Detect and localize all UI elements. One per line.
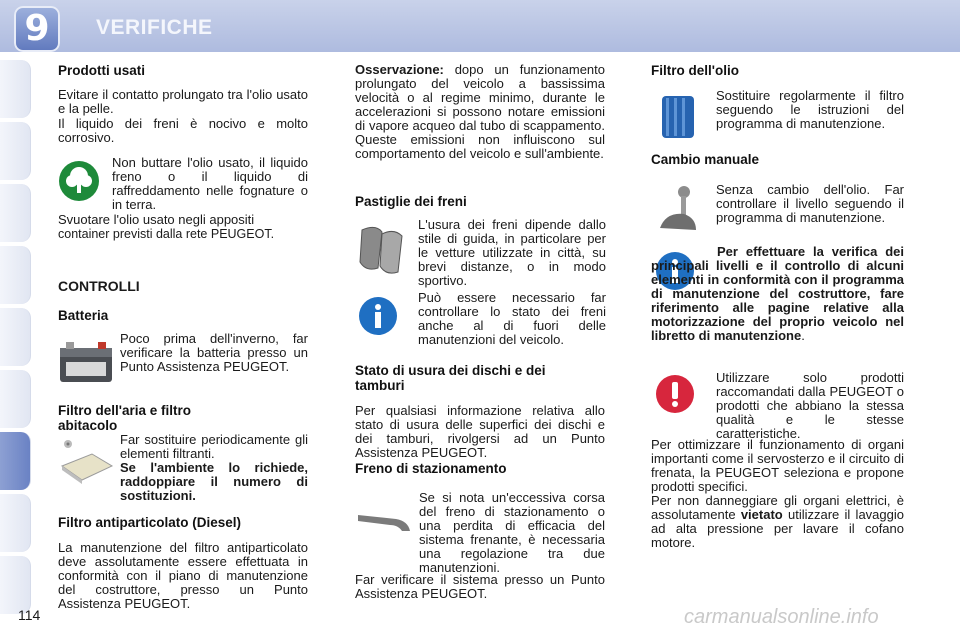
brake-pads-heading: Pastiglie dei freni — [355, 194, 467, 209]
dpf-text: La manutenzione del filtro antiparticolato deve assolutamente essere effettuata in conformità con il piano di manutenzione del costruttore, presso un Punto Assistenza PEUGEOT. — [58, 540, 308, 611]
chapter-number: 9 — [24, 8, 50, 49]
air-filter-bold-note: Se l'ambiente lo richiede, raddoppiare il numero di sostituzioni. — [120, 460, 308, 503]
discs-text: Per qualsiasi informazione relativa allo stato di usura delle superfici dei dischi e dei tamburi, rivolgersi ad un Punto Assistenza PEUGEOT. — [355, 403, 605, 460]
discs-heading: Stato di usura dei dischi e dei tamburi — [355, 363, 546, 393]
chapter-badge — [14, 6, 60, 52]
air-filter-icon — [58, 436, 114, 488]
manual-gearbox-heading: Cambio manuale — [651, 152, 760, 167]
maintenance-info: Per effettuare la verifica dei principali livelli e il controllo di alcuni elementi in conformità con il programma di manutenzione del costruttore, fare riferimento alle pagine relative alla motorizzazione del proprio veicolo nel libretto di manutenzione. — [651, 244, 904, 343]
oil-filter-text: Sostituire regolarmente il filtro seguendo le istruzioni del programma di manutenzione. — [716, 88, 904, 131]
chapter-tab-6[interactable] — [0, 370, 31, 428]
used-products-text-3: Svuotare l'olio usato negli appositi — [58, 212, 255, 227]
used-products-text-2: Il liquido dei freni è nocivo e molto corrosivo. — [58, 116, 308, 145]
brake-pads-icon — [356, 222, 406, 276]
used-products-heading: Prodotti usati — [58, 63, 145, 78]
chapter-tabs — [0, 52, 30, 640]
controls-heading: CONTROLLI — [58, 278, 140, 294]
used-products-note: Non buttare l'olio usato, il liquido freno o il liquido di raffreddamento nelle fognature o in terra. — [112, 155, 308, 212]
used-products-text-3b: container previsti dalla rete PEUGEOT. — [58, 227, 275, 241]
info-icon — [358, 296, 398, 336]
page-number: 114 — [18, 607, 41, 623]
air-filter-text: Far sostituire periodicamente gli elementi filtranti. — [120, 432, 308, 461]
oil-filter-icon — [658, 92, 698, 142]
brake-pads-info: Può essere necessario far controllare lo stato dei freni anche al di fuori delle manutenzioni del veicolo. — [418, 290, 606, 347]
high-pressure-warning: Per non danneggiare gli organi elettrici, è assolutamente vietato utilizzare il lavaggio ad alta pressione per lavare il cofano motore. — [651, 493, 904, 550]
chapter-tab-1[interactable] — [0, 60, 31, 118]
dpf-heading: Filtro antiparticolato (Diesel) — [58, 515, 242, 530]
recommended-products-warning: Utilizzare solo prodotti raccomandati dalla PEUGEOT o prodotti che abbiano la stessa qualità e le stesse caratteristiche. — [716, 370, 904, 441]
brake-pads-text: L'usura dei freni dipende dallo stile di guida, in particolare per le vetture utilizzate in città, su brevi distanze, o in modo sportivo. — [418, 217, 606, 288]
observation-text: dopo un funzionamento prolungato del veicolo a bassissima velocità o al regime minimo, durante le accelerazioni si possono notare emissioni di vapore acqueo dal tubo di scappamento. Queste emissioni non influiscono sul comportamento del veicolo e sull'ambiente. — [355, 62, 605, 161]
chapter-tab-7[interactable] — [0, 494, 31, 552]
observation-paragraph — [355, 63, 605, 161]
chapter-tab-3[interactable] — [0, 184, 31, 242]
observation-label: Osservazione: — [355, 62, 444, 77]
chapter-tab-8[interactable] — [0, 556, 31, 614]
warning-icon — [655, 374, 695, 414]
battery-heading: Batteria — [58, 308, 109, 323]
parking-brake-text: Se si nota un'eccessiva corsa del freno di stazionamento o una perdita di efficacia del sistema frenante, è necessaria una regolazione tra due manutenzioni. — [419, 490, 605, 575]
air-filter-heading: Filtro dell'aria e filtro abitacolo — [58, 403, 191, 433]
gear-lever-icon — [656, 184, 700, 234]
chapter-tab-2[interactable] — [0, 122, 31, 180]
manual-gearbox-text: Senza cambio dell'olio. Far controllare il livello seguendo il programma di manutenzione. — [716, 182, 904, 225]
watermark: carmanualsonline.info — [684, 606, 879, 628]
parking-brake-heading: Freno di stazionamento — [355, 461, 507, 476]
used-products-text-1: Evitare il contatto prolungato tra l'olio usato e la pelle. — [58, 87, 308, 116]
products-paragraph: Per ottimizzare il funzionamento di organi importanti come il servosterzo e il circuito di frenata, la PEUGEOT seleziona e propone prodotti specifici. — [651, 437, 904, 494]
oil-filter-heading: Filtro dell'olio — [651, 63, 739, 78]
chapter-tab-5[interactable] — [0, 308, 31, 366]
chapter-tab-9-active[interactable] — [0, 432, 31, 490]
chapter-tab-4[interactable] — [0, 246, 31, 304]
page-title: VERIFICHE — [96, 16, 213, 39]
battery-icon — [58, 338, 114, 386]
parking-brake-text-2: Far verificare il sistema presso un Punto Assistenza PEUGEOT. — [355, 572, 605, 601]
environment-tree-icon — [58, 160, 100, 202]
battery-text: Poco prima dell'inverno, far verificare la batteria presso un Punto Assistenza PEUGEOT. — [120, 331, 308, 374]
